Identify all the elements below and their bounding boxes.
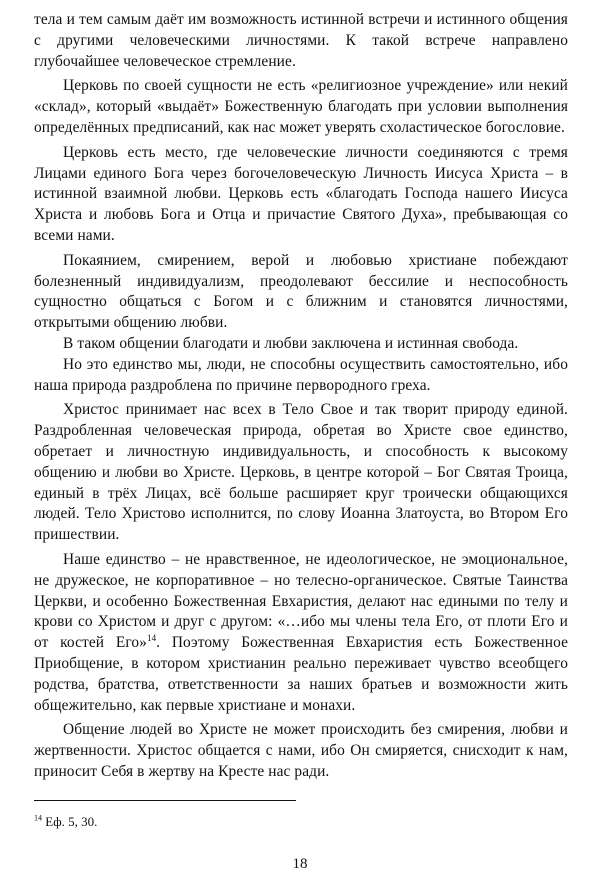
footnote-reference[interactable]: 14: [146, 632, 157, 643]
paragraph-9: Общение людей во Христе не может происходить без смирения, любви и жертвенности. Христос общается с нами, ибо Он смиряется, снисходит к нам, приносит Себя в жертву на Кресте нас ради.: [34, 721, 568, 780]
paragraph-8-text: Наше единство – не нравственное, не идеологическое, не эмоциональное, не дружеское, не корпоративное – но телесно-органическое. Святые Таинства Церкви, и особенно Божественная Евхаристия, делают нас едиными по телу и крови со Христом и друг с другом: «…ибо мы члены тела Его, от плоти Его и от костей Его»: [34, 550, 568, 652]
footnote-text: Еф. 5, 30.: [45, 814, 98, 829]
paragraph-3: Церковь есть место, где человеческие личности соединяются с тремя Лицами единого Бога через богочеловеческую Личность Иисуса Христа – в истинной взаимной любви. Церковь есть «благодать Господа нашего Иисуса Христа и любовь Бога и Отца и причастие Святого Духа», пребывающая со всеми нами.: [34, 143, 568, 244]
footnote-separator: [34, 800, 296, 801]
paragraph-8: [34, 550, 568, 716]
page-number: 18: [292, 856, 308, 872]
paragraph-4: Покаянием, смирением, верой и любовью христиане побеждают болезненный индивидуализм, преодолевают бессилие и неспособность сущностно общаться с Богом и с ближним и становятся личностями, открытыми общению любви.: [34, 251, 568, 332]
paragraph-1: тела и тем самым даёт им возможность истинной встречи и истинного общения с другими человеческими личностями. К такой встрече направлено глубочайшее человеческое стремление.: [34, 11, 568, 70]
paragraph-6: Но это единство мы, люди, не способны осуществить самостоятельно, ибо наша природа раздроблена по причине первородного греха.: [34, 355, 568, 394]
footnote: [34, 814, 97, 830]
paragraph-8-continuation: . Поэтому Божественная Евхаристия есть Божественное Приобщение, в котором христианин реально переживает чувство всеобщего родства, братства, ответственности за наших братьев и возможности жить общежительно, как первые христиане и монахи.: [34, 634, 569, 714]
paragraph-5: В таком общении благодати и любви заключена и истинная свобода.: [63, 334, 519, 352]
page-body: [34, 10, 568, 783]
paragraph-7: Христос принимает нас всех в Тело Свое и так творит природу единой. Раздробленная человеческая природа, обретая во Христе свое единство, обретает и личностную индивидуальность, и способность к высокому общению и любви во Христе. Церковь, в центре которой – Бог Святая Троица, единый в трёх Лицах, всё больше расширяет круг троически общающихся людей. Тело Христово исполнится, по слову Иоанна Златоуста, во Втором Его пришествии.: [34, 401, 568, 544]
footnote-number: 14: [34, 813, 42, 823]
paragraph-2: Церковь по своей сущности не есть «религиозное учреждение» или некий «склад», который «выдаёт» Божественную благодать при условии выполнения определённых предписаний, как нас может уверять схоластическое богословие.: [34, 77, 568, 136]
